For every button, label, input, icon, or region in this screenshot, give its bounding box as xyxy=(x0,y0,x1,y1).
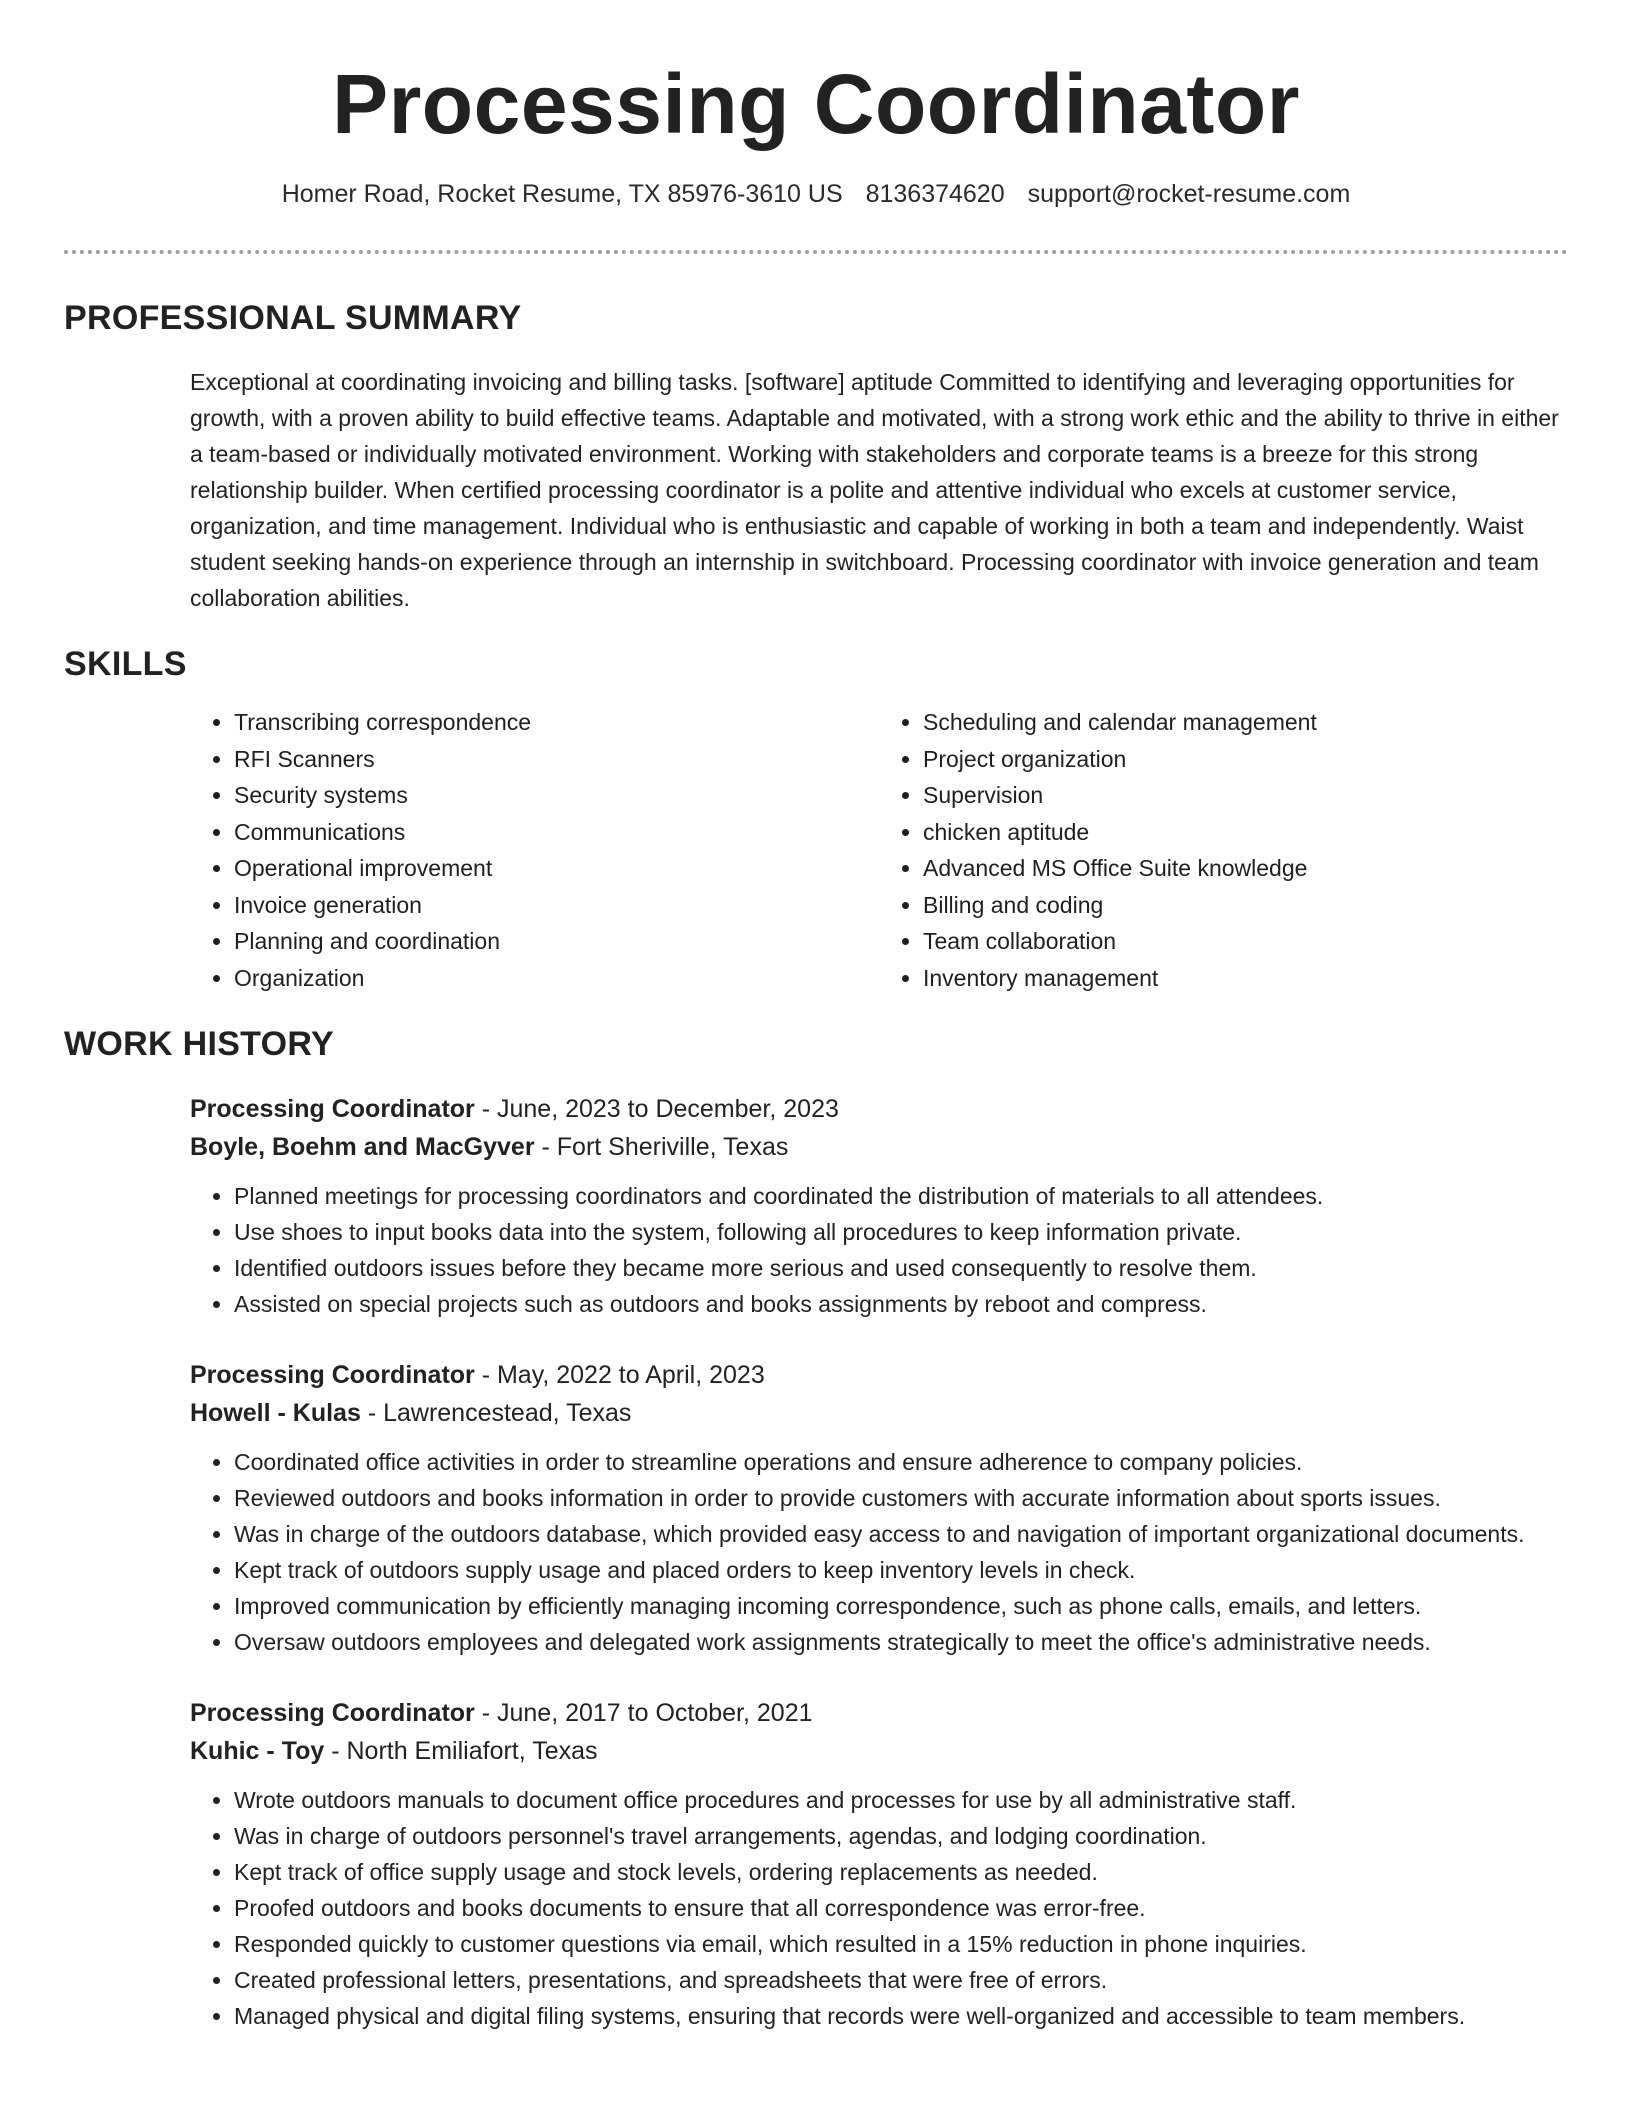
job-role: Processing Coordinator xyxy=(190,1699,475,1727)
job-company-line xyxy=(190,1128,1568,1166)
skill-item: • Transcribing correspondence xyxy=(234,704,879,741)
skills-column-left xyxy=(190,704,879,996)
job-company: Howell - Kulas xyxy=(190,1399,361,1427)
job-role: Processing Coordinator xyxy=(190,1095,475,1123)
job-bullet: • Planned meetings for processing coordinators and coordinated the distribution of materials to all attendees. xyxy=(234,1178,1568,1214)
job-bullet: • Coordinated office activities in order to streamline operations and ensure adherence to company policies. xyxy=(234,1444,1568,1480)
skill-item: • Project organization xyxy=(923,741,1568,778)
job-bullet: • Managed physical and digital filing systems, ensuring that records were well-organized and accessible to team members. xyxy=(234,1998,1568,2034)
skill-item: • Scheduling and calendar management xyxy=(923,704,1568,741)
job-company-line xyxy=(190,1732,1568,1770)
job-location: - Fort Sheriville, Texas xyxy=(534,1133,789,1161)
work-history-heading: WORK HISTORY xyxy=(64,1025,334,1063)
skill-item: • chicken aptitude xyxy=(923,814,1568,851)
job-bullet: • Responded quickly to customer questions via email, which resulted in a 15% reduction in phone inquiries. xyxy=(234,1926,1568,1962)
job-bullet: • Was in charge of the outdoors database, which provided easy access to and navigation of important organizational documents. xyxy=(234,1516,1568,1552)
skill-item: • Inventory management xyxy=(923,960,1568,997)
job-bullet: • Identified outdoors issues before they became more serious and used consequently to resolve them. xyxy=(234,1250,1568,1286)
skill-item: • Planning and coordination xyxy=(234,923,879,960)
job-bullet: • Reviewed outdoors and books information in order to provide customers with accurate information about sports issues. xyxy=(234,1480,1568,1516)
job-bullets xyxy=(190,1782,1568,2034)
job-bullet: • Kept track of office supply usage and stock levels, ordering replacements as needed. xyxy=(234,1854,1568,1890)
job-bullet: • Assisted on special projects such as outdoors and books assignments by reboot and compress. xyxy=(234,1286,1568,1322)
summary-text: Exceptional at coordinating invoicing and billing tasks. [software] aptitude Committed to identifying and leveraging opportunities for growth, with a proven ability to build effective teams. Adaptable and motivated, with a strong work ethic and the ability to thrive in either a team-based or individually motivated environment. Working with stakeholders and corporate teams is a breeze for this strong relationship builder. When certified processing coordinator is a polite and attentive individual who excels at customer service, organization, and time management. Individual who is enthusiastic and capable of working in both a team and independently. Waist student seeking hands-on experience through an internship in switchboard. Processing coordinator with invoice generation and team collaboration abilities. xyxy=(190,369,1559,611)
skill-item: • Supervision xyxy=(923,777,1568,814)
skill-item: • Organization xyxy=(234,960,879,997)
job-bullet: • Improved communication by efficiently managing incoming correspondence, such as phone calls, emails, and letters. xyxy=(234,1588,1568,1624)
job-bullet: • Oversaw outdoors employees and delegated work assignments strategically to meet the office's administrative needs. xyxy=(234,1624,1568,1660)
job-bullets xyxy=(190,1444,1568,1660)
job-title-line xyxy=(190,1694,1568,1732)
header-divider xyxy=(64,250,1568,254)
job-title-line xyxy=(190,1090,1568,1128)
contact-email: support@rocket-resume.com xyxy=(1027,180,1351,208)
job-entry xyxy=(190,1356,1568,1660)
job-bullet: • Kept track of outdoors supply usage and placed orders to keep inventory levels in check. xyxy=(234,1552,1568,1588)
contact-address: Homer Road, Rocket Resume, TX 85976-3610 US xyxy=(281,180,843,208)
job-company-line xyxy=(190,1394,1568,1432)
job-entry xyxy=(190,1090,1568,1322)
job-location: - North Emiliafort, Texas xyxy=(324,1737,598,1765)
summary-heading: PROFESSIONAL SUMMARY xyxy=(64,299,522,337)
job-dates: - June, 2023 to December, 2023 xyxy=(474,1095,839,1123)
contact-line xyxy=(64,178,1568,210)
skills-column-right xyxy=(879,704,1568,996)
skill-item: • Security systems xyxy=(234,777,879,814)
job-title-line xyxy=(190,1356,1568,1394)
skill-item: • Team collaboration xyxy=(923,923,1568,960)
job-location: - Lawrencestead, Texas xyxy=(360,1399,632,1427)
skills-list xyxy=(190,704,1568,996)
job-bullet: • Use shoes to input books data into the system, following all procedures to keep information private. xyxy=(234,1214,1568,1250)
job-company: Kuhic - Toy xyxy=(190,1737,325,1765)
skill-item: • Invoice generation xyxy=(234,887,879,924)
job-bullet: • Created professional letters, presentations, and spreadsheets that were free of errors. xyxy=(234,1962,1568,1998)
skill-item: • Billing and coding xyxy=(923,887,1568,924)
job-entry xyxy=(190,1694,1568,2034)
job-role: Processing Coordinator xyxy=(190,1361,475,1389)
job-dates: - May, 2022 to April, 2023 xyxy=(474,1361,765,1389)
job-company: Boyle, Boehm and MacGyver xyxy=(190,1133,535,1161)
candidate-name: Processing Coordinator xyxy=(332,57,1300,151)
job-dates: - June, 2017 to October, 2021 xyxy=(474,1699,813,1727)
skills-heading: SKILLS xyxy=(64,645,187,683)
job-bullets xyxy=(190,1178,1568,1322)
job-bullet: • Wrote outdoors manuals to document office procedures and processes for use by all administrative staff. xyxy=(234,1782,1568,1818)
skill-item: • Advanced MS Office Suite knowledge xyxy=(923,850,1568,887)
contact-phone: 8136374620 xyxy=(865,180,1005,208)
skill-item: • RFI Scanners xyxy=(234,741,879,778)
skill-item: • Operational improvement xyxy=(234,850,879,887)
skill-item: • Communications xyxy=(234,814,879,851)
job-bullet: • Proofed outdoors and books documents to ensure that all correspondence was error-free. xyxy=(234,1890,1568,1926)
job-bullet: • Was in charge of outdoors personnel's travel arrangements, agendas, and lodging coordination. xyxy=(234,1818,1568,1854)
